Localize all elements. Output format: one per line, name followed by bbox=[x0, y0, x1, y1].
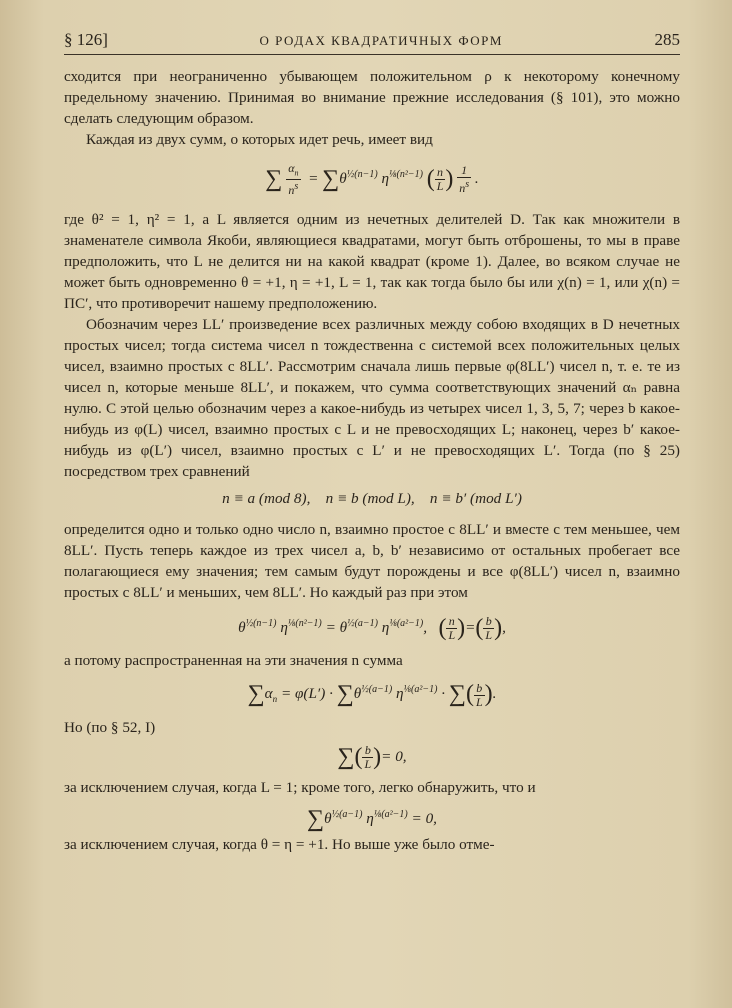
running-header bbox=[64, 30, 680, 55]
congruence-3: n ≡ b′ (mod L′) bbox=[429, 490, 522, 508]
paragraph-6: а потому распространенная на эти значения n сумма bbox=[64, 652, 403, 670]
paragraph-5: определится одно и только одно число n, взаимно простое с 8LL′ и вместе с тем меньшее, чем 8LL′. Пусть теперь каждое из трех чисел a, b, b′ независимо от остальных пробегает все полагающиеся ему значения; тем самым будут порождены и все φ(8LL′) чисел n, взаимно простых с 8LL′ и меньших, чем 8LL′. Но каждый раз при этом bbox=[64, 521, 680, 602]
congruence-2: n ≡ b (mod L), bbox=[325, 490, 415, 508]
paragraph-9: за исключением случая, когда θ = η = +1. Но выше уже было отме- bbox=[64, 835, 495, 853]
formula-theta-eta-sum: $\sum\theta^{\frac{1}{2}(a-1)}$ $\eta^{\frac{1}{8}(a^2-1)} = 0$, bbox=[307, 805, 437, 832]
page-number: 285 bbox=[654, 30, 680, 49]
page-body bbox=[64, 66, 680, 855]
paragraph-2: Каждая из двух сумм, о которых идет речь, имеет вид bbox=[86, 131, 433, 148]
paragraph-1: сходится при неограниченно убывающем положительном ρ к некоторому конечному предельному значению. Принимая во внимание прежние исследования (§ 101), это можно сделать следующим образом. bbox=[64, 68, 680, 127]
congruence-1: n ≡ a (mod 8), bbox=[222, 490, 311, 508]
formula-sum-form: ∑ $\frac{\alpha_n}{n^s}$ = $\sum\theta^{\frac{1}{2}(n-1)}$ $\eta^{\frac{1}{8}(n^2-1)}$ ( $\frac{n}{L}$ ) $\frac{1}{n^s}$ . bbox=[265, 161, 479, 198]
paragraph-8: за исключением случая, когда L = 1; кроме того, легко обнаружить, что и bbox=[64, 778, 536, 796]
paragraph-7: Но (по § 52, I) bbox=[64, 718, 156, 736]
congruence-system bbox=[64, 488, 680, 509]
paragraph-4: Обозначим через LL′ произведение всех различных между собою входящих в D нечетных простых чисел; тогда система чисел n тождественна с системой всех положительных целых чисел, взаимно простых с 8LL′. Рассмотрим сначала лишь первые φ(8LL′) чисел n, т. е. те из чисел n, которые меньше 8LL′, и покажем, что сумма соответствующих значений αₙ равна нулю. С этой целью обозначим через a какое-нибудь из четырех чисел 1, 3, 5, 7; через b какое-нибудь из φ(L) чисел, взаимно простых с L и не превосходящих L; наконец, через b′ какое-нибудь из φ(L′) чисел, взаимно простых с L′ и не превосходящих L′. Тогда (по § 25) посредством трех сравнений bbox=[64, 316, 680, 481]
paragraph-3: где θ² = 1, η² = 1, а L является одним из нечетных делителей D. Так как множители в знаменателе символа Якоби, являющиеся квадратами, могут быть отброшены, то мы в праве предположить, что L не делится ни на какой квадрат (кроме 1). Далее, во всяком случае не может быть одновременно θ = +1, η = +1, L = 1, так как тогда было бы или χ(n) = 1, или χ(n) = ΠC′, что противоречит нашему предположению. bbox=[64, 211, 680, 313]
section-number: § 126] bbox=[64, 30, 108, 49]
formula-sum-product: $\sum\alpha_n = \varphi(L') \cdot \sum\theta^{\frac{1}{2}(a-1)}$ $\eta^{\frac{1}{8}(a^2-1)}$ · ∑( $\frac{b}{L}$ ). bbox=[247, 680, 497, 709]
formula-equality: $\theta^{\frac{1}{2}(n-1)}$ $\eta^{\frac{1}{8}(n^2-1)} = \theta^{\frac{1}{2}(a-1)}$ $\eta^{\frac{1}{8}(a^2-1)}$, ( $\frac{n}{L}$ )=( $\frac{b}{L}$ ), bbox=[238, 614, 506, 643]
formula-legendre-sum: ∑( $\frac{b}{L}$ )= 0, bbox=[337, 742, 407, 771]
running-title: О РОДАХ КВАДРАТИЧНЫХ ФОРМ bbox=[259, 33, 503, 48]
